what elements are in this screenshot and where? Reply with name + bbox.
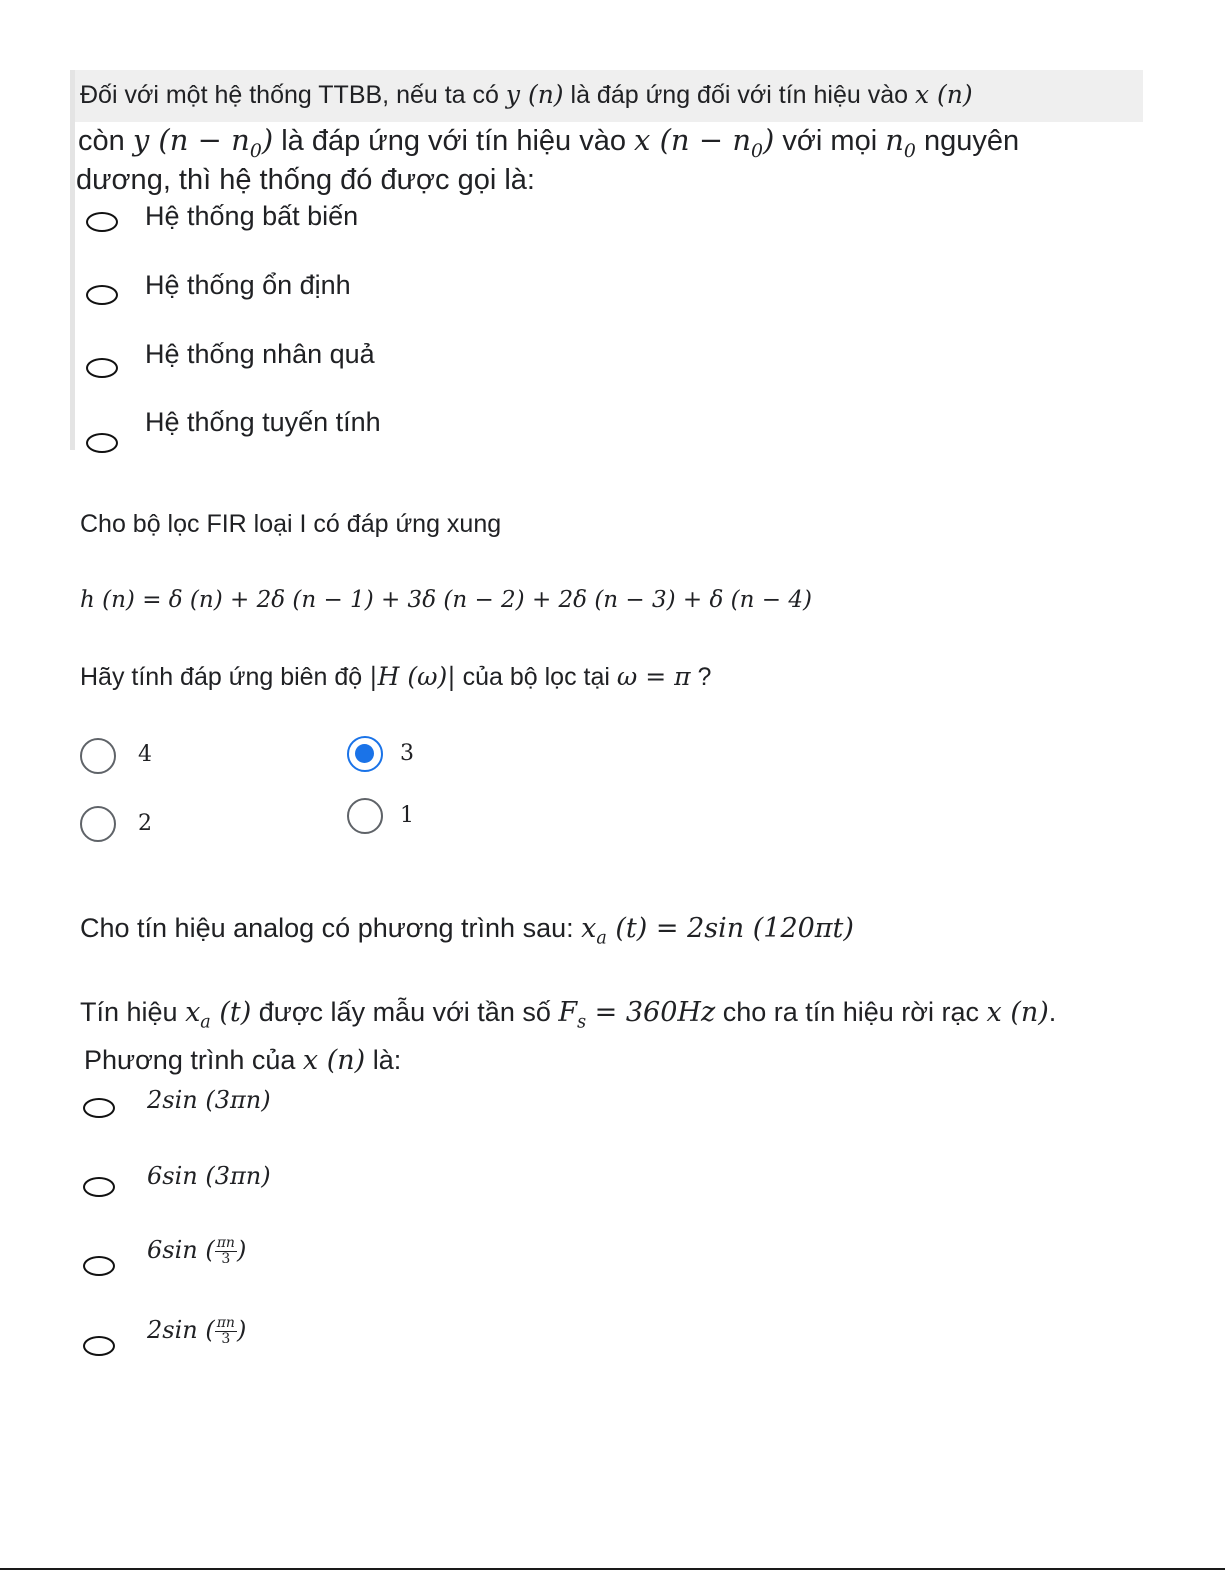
q1-math-sub: 0 [249,140,262,162]
q1-math-x: x (n) [914,80,973,109]
q2-option-2-label[interactable]: 2 [138,811,152,836]
q1-option-4-label[interactable]: Hệ thống tuyến tính [145,407,381,437]
q1-math-part: x (n − n [634,123,752,157]
q2-option-3-radio-selected[interactable] [347,736,383,772]
q3-math-part: (t) [210,997,252,1028]
question-1-line-3 [76,160,535,200]
q3-option-4-label[interactable] [147,1316,246,1347]
q3-option-1-radio[interactable] [83,1098,115,1118]
q3-text: . [1048,997,1057,1027]
question-3-line-3 [84,1045,401,1076]
q1-math-part: ) [261,123,274,157]
q3-option-3-label[interactable] [147,1236,246,1267]
q2-math-magnitude: |H (ω)| [369,662,456,691]
q1-option-1-radio[interactable] [86,212,118,232]
q3-option-4-prefix: 2sin ( [147,1316,215,1344]
q1-option-2-radio[interactable] [86,285,118,305]
q1-option-2-label[interactable]: Hệ thống ổn định [145,270,351,300]
q3-math-xa [185,997,252,1033]
q1-option-3-radio[interactable] [86,358,118,378]
q3-math-part: x [185,997,201,1028]
q2-option-4-radio[interactable] [80,738,116,774]
q3-math-part: F [558,997,578,1028]
q3-math-part: x [581,913,597,944]
q1-math-part: ) [763,123,775,157]
q3-math-xn: x (n) [302,1045,366,1076]
q3-option-2-radio[interactable] [83,1177,115,1197]
q1-text: dương, thì hệ thống đó được gọi là: [76,164,535,196]
q3-option-4-radio[interactable] [83,1336,115,1356]
q3-math-signal [581,913,854,949]
q3-option-1-label[interactable]: 2sin (3πn) [147,1086,271,1114]
question-3-line-1 [80,913,854,948]
q2-text: ? [690,663,712,691]
q2-math-omega: ω = π [616,662,691,691]
q3-math-fs [558,997,716,1033]
q1-option-1-label[interactable]: Hệ thống bất biến [145,201,359,231]
q1-math-sub: 0 [751,140,764,162]
q1-math-y: y (n) [505,80,564,109]
q3-text: Tín hiệu [80,997,186,1027]
question-2-intro: Cho bộ lọc FIR loại I có đáp ứng xung [80,510,502,538]
question-3-line-2 [80,997,1056,1032]
q3-math-sub: s [577,1012,587,1033]
question-1-line-1 [80,78,973,112]
q3-text: Phương trình của [84,1045,303,1075]
q1-math-n0 [885,123,916,162]
q1-option-3-label[interactable]: Hệ thống nhân quả [145,339,375,369]
q3-option-3-fraction [215,1236,237,1267]
q3-option-3-prefix: 6sin ( [147,1236,215,1264]
question-2-prompt [80,662,711,692]
q2-option-2-radio[interactable] [80,806,116,842]
q1-option-4-radio[interactable] [86,433,118,453]
q3-text: Cho tín hiệu analog có phương trình sau: [80,913,582,943]
q2-option-1-radio[interactable] [347,798,383,834]
question-2-formula: h (n) = δ (n) + 2δ (n − 1) + 3δ (n − 2) + 2δ (n − 3) + δ (n − 4) [80,587,812,613]
q3-option-3-radio[interactable] [83,1256,115,1276]
q2-text: Hãy tính đáp ứng biên độ [80,663,370,691]
q3-option-3-suffix: ) [236,1236,247,1264]
q1-text: là đáp ứng đối với tín hiệu vào [563,81,915,109]
q1-text: nguyên [915,125,1020,157]
q2-option-3-label[interactable]: 3 [400,741,414,766]
q3-text: được lấy mẫu với tần số [251,997,559,1027]
q1-math-x-shift [634,123,775,162]
fraction-denominator: 3 [221,1331,231,1347]
q3-text: là: [365,1045,402,1075]
q1-text: là đáp ứng với tín hiệu vào [273,125,635,157]
q3-math-sub: a [596,928,607,949]
q3-option-2-label[interactable]: 6sin (3πn) [147,1162,271,1190]
q1-text: với mọi [774,125,886,157]
q1-text: còn [78,125,133,157]
page-bottom-border [0,1568,1225,1570]
q3-math-sub: a [200,1012,211,1033]
fraction-numerator: πn [216,1315,235,1331]
q3-math-part: = 360Hz [586,997,716,1028]
q3-option-4-suffix: ) [236,1316,247,1344]
q1-text: Đối với một hệ thống TTBB, nếu ta có [80,81,506,109]
q1-math-sub: 0 [903,140,916,162]
fraction-numerator: πn [216,1235,235,1251]
q2-text: của bộ lọc tại [455,663,617,691]
q3-text: cho ra tín hiệu rời rạc [715,997,987,1027]
q1-math-y-shift [132,123,274,162]
q1-math-part: n [885,123,904,157]
q3-option-4-fraction [215,1316,237,1347]
q1-math-part: y (n − n [132,123,250,157]
question-1-left-border [70,70,75,450]
fraction-denominator: 3 [221,1251,231,1267]
q3-math-xn: x (n) [986,997,1049,1028]
q3-math-part: (t) = 2sin (120πt) [606,913,854,944]
q2-option-4-label[interactable]: 4 [138,742,152,767]
q2-option-1-label[interactable]: 1 [400,803,414,828]
